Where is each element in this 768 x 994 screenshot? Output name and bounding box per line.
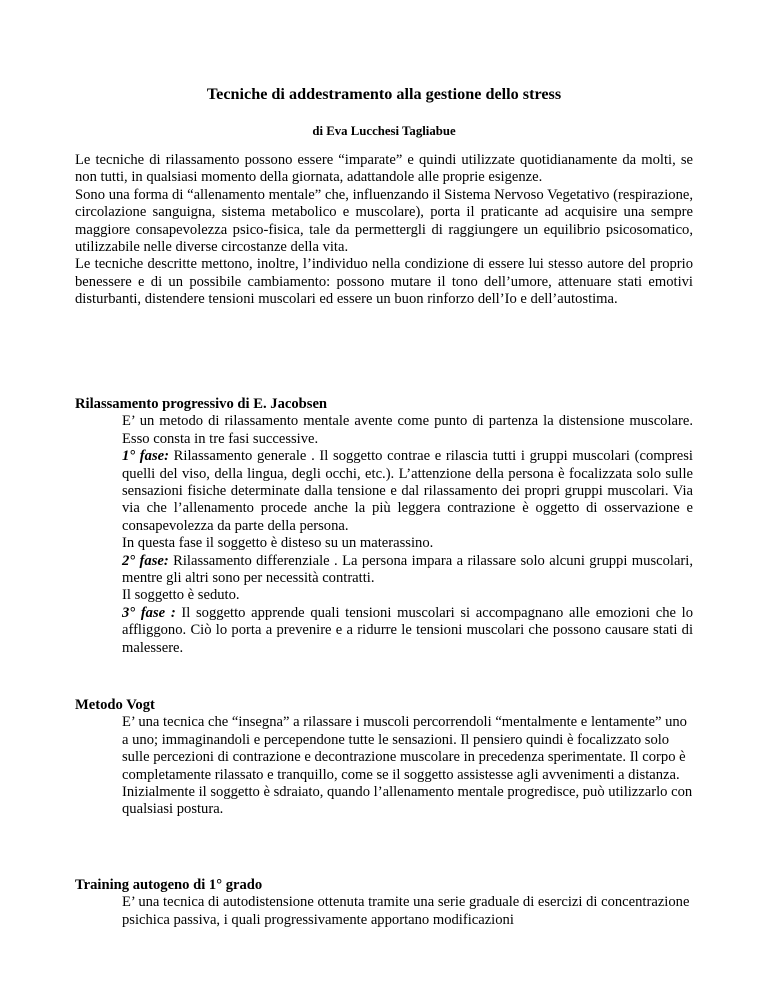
section-heading: Rilassamento progressivo di E. Jacobsen — [75, 396, 328, 412]
section-paragraph: E’ una tecnica che “insegna” a rilassare i muscoli percorrendoli “mentalmente e lentamente” uno a uno; immaginandoli e percependone tutte le sensazioni. Il pensiero quindi è focalizzato solo sulle percezioni di contrazione e decontrazione muscolare in precedenza sperimentate. Il corpo è completamente rilassato e tranquillo, come se il soggetto assistesse agli avvenimenti a distanza. — [122, 714, 687, 783]
intro-paragraph: Sono una forma di “allenamento mentale” che, influenzando il Sistema Nervoso Vegetativo (respirazione, circolazione sanguigna, sistema metabolico e muscolare), porta il praticante ad acquisire una sempre maggiore consapevolezza psico-fisica, tale da permettergli di raggiungere un equilibrio psicosomatico, utilizzabile nelle diverse circostanze della vita. — [75, 186, 693, 256]
section-paragraph: E’ una tecnica di autodistensione ottenuta tramite una serie graduale di esercizi di concentrazione psichica passiva, i quali progressivamente apportano modificazioni — [122, 894, 690, 928]
intro-paragraph: Le tecniche di rilassamento possono essere “imparate” e quindi utilizzate quotidianamente da molti, se non tutti, in qualsiasi momento della giornata, adattandole alle proprie esigenze. — [75, 152, 693, 186]
intro-paragraph: Le tecniche descritte mettono, inoltre, l’individuo nella condizione di essere lui stesso autore del proprio benessere e di un possibile cambiamento: possono mutare il tono dell’umore, attenuare stati emotivi disturbanti, distendere tensioni muscolari ed essere un buon rinforzo dell’Io e dell’autostima. — [75, 256, 693, 308]
phase-label: 2° fase: — [122, 552, 169, 569]
phase-label: 3° fase : — [122, 604, 176, 621]
intro-section — [75, 152, 693, 309]
section-jacobsen — [75, 396, 693, 657]
phase-note: In questa fase il soggetto è disteso su un materassino. — [122, 535, 434, 552]
phase-paragraph — [122, 553, 693, 588]
section-training-autogeno — [75, 877, 693, 929]
document-title: Tecniche di addestramento alla gestione dello stress — [206, 85, 562, 103]
phase-note: Il soggetto è seduto. — [122, 587, 240, 604]
phase-paragraph — [122, 448, 693, 535]
section-body — [75, 413, 693, 657]
section-body — [75, 714, 693, 818]
section-paragraph: E’ un metodo di rilassamento mentale avente come punto di partenza la distensione muscolare. Esso consta in tre fasi successive. — [122, 413, 693, 447]
section-heading: Metodo Vogt — [75, 697, 155, 713]
section-paragraph: Inizialmente il soggetto è sdraiato, quando l’allenamento mentale progredisce, può utilizzarlo con qualsiasi postura. — [122, 784, 693, 818]
phase-label: 1° fase: — [122, 448, 169, 465]
phase-paragraph — [122, 605, 693, 657]
section-body — [75, 894, 693, 929]
document-author: di Eva Lucchesi Tagliabue — [312, 124, 456, 138]
phase-text: Rilassamento generale . Il soggetto contrae e rilascia tutti i gruppi muscolari (compresi quelli del viso, della lingua, degli occhi, etc.). L’attenzione della persona è focalizzata solo sulle sensazioni fisiche determinate dalla tensione e dal rilassamento dei propri gruppi muscolari. Via via che l’allenamento procede anche la più leggera contrazione è oggetto di osservazione e consapevolezza da parte della persona. — [122, 448, 693, 534]
phase-text: Il soggetto apprende quali tensioni muscolari si accompagnano alle emozioni che lo affliggono. Ciò lo porta a prevenire e a ridurre le tensioni muscolari che possono causare stati di malessere. — [122, 604, 694, 656]
section-heading: Training autogeno di 1° grado — [75, 877, 263, 893]
phase-text: Rilassamento differenziale . La persona impara a rilassare solo alcuni gruppi muscolari, mentre gli altri sono per necessità contratti. — [122, 552, 693, 587]
section-vogt — [75, 697, 693, 819]
